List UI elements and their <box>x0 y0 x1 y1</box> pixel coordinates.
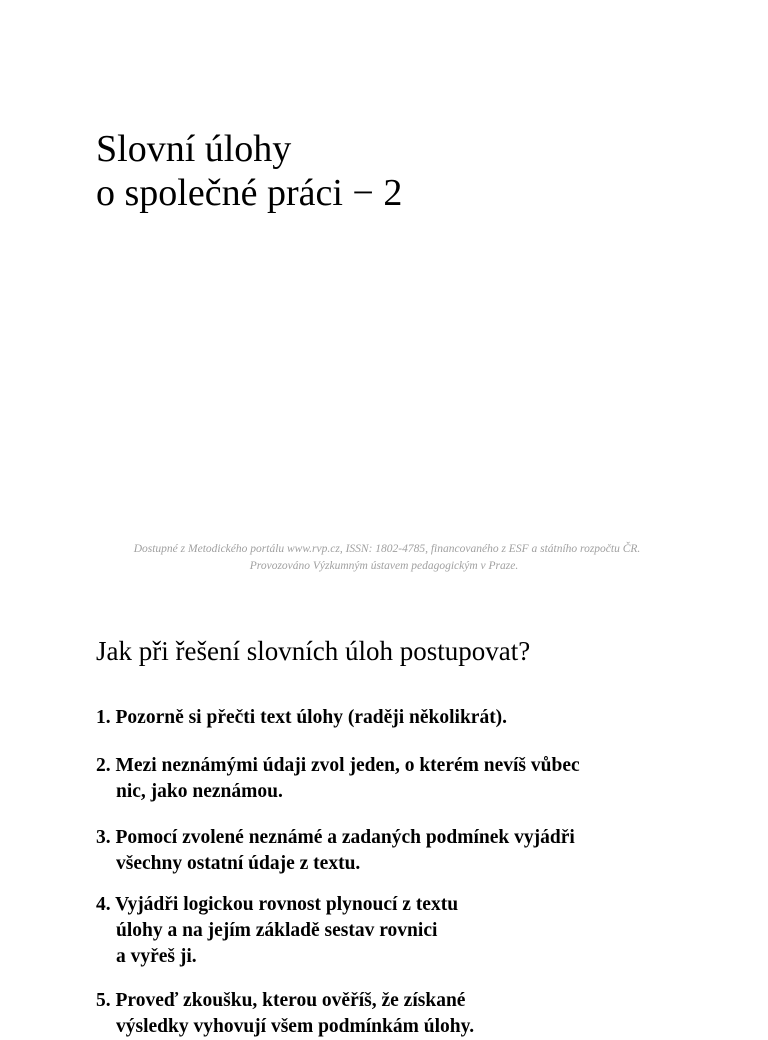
page-title <box>96 127 402 215</box>
step-item-4 <box>96 892 736 970</box>
title-line-1: Slovní úlohy <box>96 128 292 170</box>
step-4-line-3: a vyřeš ji. <box>116 946 197 967</box>
step-1-line-1: 1. Pozorně si přečti text úlohy (raději několikrát). <box>96 707 508 728</box>
step-2-line-1: 2. Mezi neznámými údaji zvol jeden, o kterém nevíš vůbec <box>96 755 580 776</box>
step-5-line-2: výsledky vyhovují všem podmínkám úlohy. <box>116 1016 475 1037</box>
step-3-line-2: všechny ostatní údaje z textu. <box>116 853 361 874</box>
source-notice <box>0 541 768 575</box>
step-item-3 <box>96 825 736 877</box>
title-line-2: o společné práci − 2 <box>96 172 403 214</box>
source-notice-line-2: Provozováno Výzkumným ústavem pedagogickým v Praze. <box>249 560 519 572</box>
step-item-1 <box>96 705 736 731</box>
step-item-5 <box>96 988 736 1040</box>
section-heading: Jak při řešení slovních úloh postupovat? <box>96 636 531 666</box>
step-3-line-1: 3. Pomocí zvolené neznámé a zadaných podmínek vyjádři <box>96 827 575 848</box>
step-4-line-2: úlohy a na jejím základě sestav rovnici <box>116 920 438 941</box>
step-2-line-2: nic, jako neznámou. <box>116 781 283 802</box>
step-4-line-1: 4. Vyjádři logickou rovnost plynoucí z textu <box>96 894 459 915</box>
source-notice-line-1: Dostupné z Metodického portálu www.rvp.cz, ISSN: 1802-4785, financovaného z ESF a státního rozpočtu ČR. <box>133 543 641 555</box>
step-item-2 <box>96 753 736 805</box>
step-5-line-1: 5. Proveď zkoušku, kterou ověříš, že získané <box>96 990 466 1011</box>
